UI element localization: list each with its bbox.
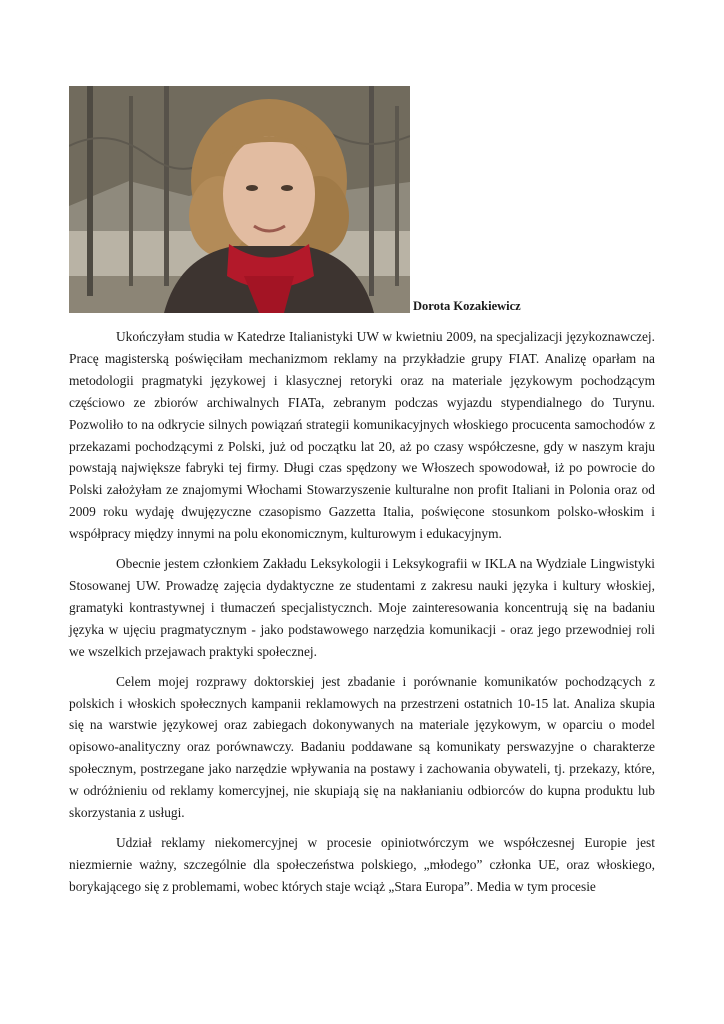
paragraph-2: Obecnie jestem członkiem Zakładu Leksykologii i Leksykografii w IKLA na Wydziale Lingwistyki Stosowanej UW. Prowadzę zajęcia dydaktyczne ze studentami z zakresu nauki języka i kultury włoskiej, gramatyki kontrastywnej i tłumaczeń specjalistycznch. Moje zainteresowania koncentrują się na badaniu języka w ujęciu pragmatycznym - jako podstawowego narzędzia komunikacji - oraz jego przewodniej roli we wszelkich przejawach praktyki społecznej. [69, 556, 655, 659]
paragraph-3: Celem mojej rozprawy doktorskiej jest zbadanie i porównanie komunikatów pochodzących z polskich i włoskich społecznych kampanii reklamowych na przestrzeni ostatnich 10-15 lat. Analiza skupia się na warstwie językowej oraz zabiegach dokonywanych na materiale językowym, w oparciu o model opisowo-analityczny oraz porównawczy. Badaniu poddawane są komunikaty perswazyjne o charakterze społecznym, postrzegane jako narzędzie wpływania na postawy i zachowania obywateli, tj. przekazy, które, w odróżnieniu od reklamy komercyjnej, nie skupiają się na nakłanianiu odbiorców do kupna produktu lub skorzystania z usługi. [69, 673, 655, 821]
biography-text [69, 326, 655, 906]
portrait-illustration [69, 86, 410, 313]
author-name: Dorota Kozakiewicz [413, 299, 521, 313]
author-header [69, 86, 521, 313]
portrait-photo-icon [69, 86, 410, 313]
paragraph-4: Udział reklamy niekomercyjnej w procesie opiniotwórczym we współczesnej Europie jest niezmiernie ważny, szczególnie dla społeczeństwa polskiego, „młodego” członka UE, oraz włoskiego, borykającego się z problemami, wobec których staje wciąż „Stara Europa”. Media w tym procesie [69, 834, 655, 894]
paragraph-1: Ukończyłam studia w Katedrze Italianistyki UW w kwietniu 2009, na specjalizacji językoznawczej. Pracę magisterską poświęciłam mechanizmom reklamy na przykładzie grupy FIAT. Analizę oparłam na metodologii pragmatyki językowej i klasycznej retoryki oraz na materiale językowym pochodzącym częściowo ze zbiorów archiwalnych FIATa, zebranym podczas wyjazdu stypendialnego do Turynu. Pozwoliło to na odkrycie silnych powiązań strategii komunikacyjnych włoskiego procucenta samochodów z przekazami pochodzącymi z Polski, już od początku lat 20, aż po czasy współczesne, gdy w naszym kraju powstają największe fabryki tej firmy. Długi czas spędzony we Włoszech spowodował, iż po powrocie do Polski założyłam ze znajomymi Włochami Stowarzyszenie kulturalne non profit Italiani in Polonia oraz od 2009 roku wydaję dwujęzyczne czasopismo Gazzetta Italia, poświęcone stosunkom polsko-włoskim i współpracy między innymi na polu ekonomicznym, kulturowym i edukacyjnym. [69, 329, 655, 542]
